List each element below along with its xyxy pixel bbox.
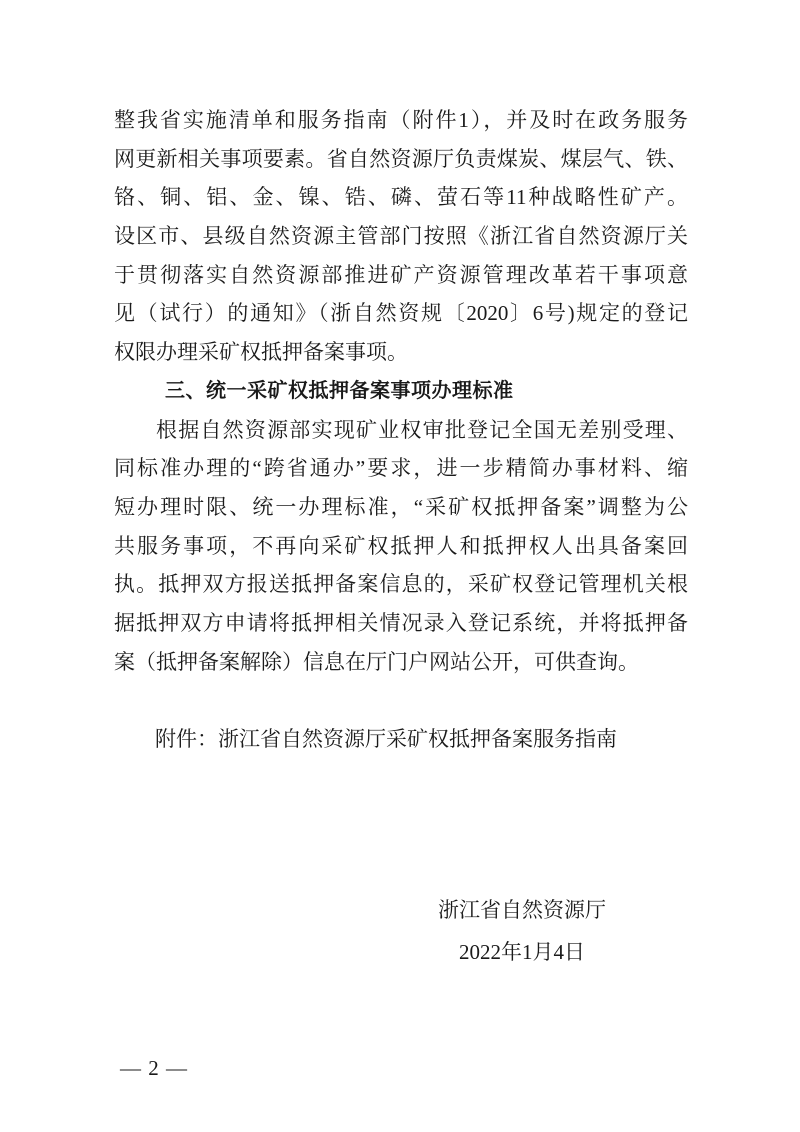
para1-line-6: 见（试行）的通知》（浙自然资规〔2020〕6号)规定的登记 bbox=[114, 301, 688, 326]
para1-line-7: 权限办理采矿权抵押备案事项。 bbox=[114, 340, 408, 365]
para2-line-1: 根据自然资源部实现矿业权审批登记全国无差别受理、 bbox=[156, 417, 688, 442]
para2-line-2: 同标准办理的“跨省通办”要求，进一步精简办事材料、缩 bbox=[114, 456, 688, 481]
para2-line-6: 据抵押双方申请将抵押相关情况录入登记系统，并将抵押备 bbox=[114, 610, 688, 635]
page-number: — 2 — bbox=[120, 1056, 188, 1080]
para2-line-4: 共服务事项，不再向采矿权抵押人和抵押权人出具备案回 bbox=[114, 533, 688, 558]
para1-line-5: 于贯彻落实自然资源部推进矿产资源管理改革若干事项意 bbox=[114, 262, 688, 287]
para2-line-3: 短办理时限、统一办理标准，“采矿权抵押备案”调整为公 bbox=[114, 494, 688, 519]
para2-line-5: 执。抵押双方报送抵押备案信息的，采矿权登记管理机关根 bbox=[114, 572, 688, 597]
para1-line-2: 网更新相关事项要素。省自然资源厅负责煤炭、煤层气、铁、 bbox=[114, 146, 688, 171]
attachment-line: 附件：浙江省自然资源厅采矿权抵押备案服务指南 bbox=[155, 727, 617, 751]
para1-line-4: 设区市、县级自然资源主管部门按照《浙江省自然资源厅关 bbox=[114, 224, 688, 249]
para1-line-1: 整我省实施清单和服务指南（附件1），并及时在政务服务 bbox=[114, 108, 688, 132]
blank-line bbox=[114, 681, 688, 720]
para2-line-7: 案（抵押备案解除）信息在厅门户网站公开，可供查询。 bbox=[114, 649, 639, 674]
signature-block bbox=[392, 891, 652, 972]
document-body bbox=[114, 101, 688, 759]
issue-date: 2022年1月4日 bbox=[459, 940, 585, 964]
issuer-name: 浙江省自然资源厅 bbox=[438, 898, 606, 922]
section-heading: 三、统一采矿权抵押备案事项办理标准 bbox=[165, 379, 514, 402]
para1-line-3: 铬、铜、铝、金、镍、锆、磷、萤石等11种战略性矿产。 bbox=[114, 185, 688, 210]
